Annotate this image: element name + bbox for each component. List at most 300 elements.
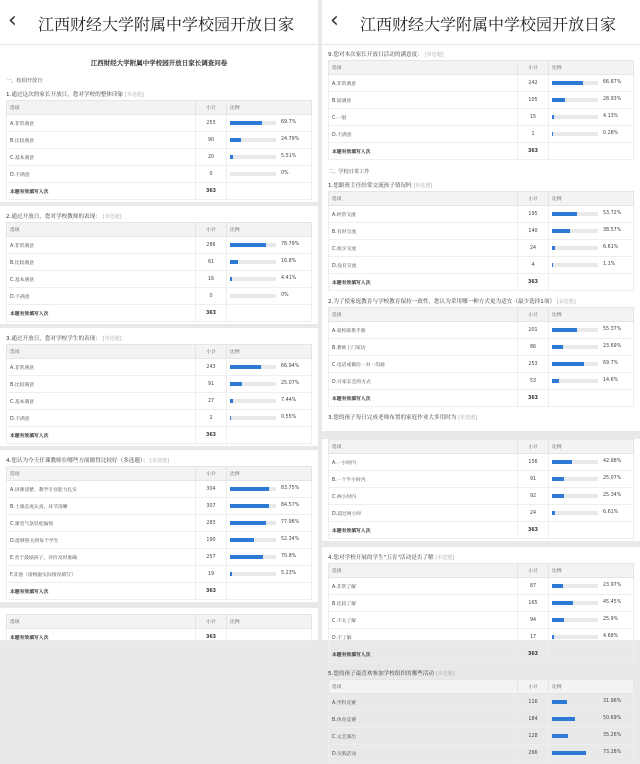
option-count: 2 <box>196 410 227 427</box>
question-type: [单选题] <box>425 52 444 58</box>
table-row <box>329 711 634 728</box>
option-count: 253 <box>196 115 227 132</box>
option-label: C.两小时内 <box>329 488 518 505</box>
ratio-percent: 0.55% <box>281 415 296 420</box>
option-ratio <box>549 454 634 471</box>
question-2-block <box>328 297 634 407</box>
ratio-percent: 5.23% <box>281 571 296 576</box>
ratio-bar-fill <box>552 328 577 332</box>
table-row <box>329 356 634 373</box>
ratio-bar <box>552 81 598 85</box>
option-count: 92 <box>518 488 549 505</box>
ratio-bar-fill <box>552 584 563 588</box>
table-row <box>7 376 312 393</box>
col-header-option: 选项 <box>329 564 518 578</box>
ratio-bar-fill <box>552 460 572 464</box>
col-header-ratio: 比例 <box>227 345 312 359</box>
option-count: 91 <box>518 471 549 488</box>
col-header-count: 小计 <box>518 308 549 322</box>
ratio-bar <box>552 345 598 349</box>
table-row <box>329 322 634 339</box>
col-header-count: 小计 <box>196 345 227 359</box>
col-header-ratio: 比例 <box>549 680 634 694</box>
option-label: B.比较满意 <box>7 254 196 271</box>
question-title: 4.您对学校开展的学生"五育"活动是否了解 [单选题] <box>328 553 634 561</box>
option-count: 4 <box>518 257 549 274</box>
col-header-option: 选项 <box>329 680 518 694</box>
divider <box>322 431 640 439</box>
option-ratio <box>549 728 634 745</box>
total-ratio <box>549 522 634 539</box>
col-header-option: 选项 <box>329 440 518 454</box>
option-label: F.其他（请根据实际情况填写） <box>7 566 196 583</box>
ratio-bar-fill <box>230 243 266 247</box>
col-header-count: 小计 <box>518 61 549 75</box>
table-row <box>329 206 634 223</box>
option-count: 286 <box>196 237 227 254</box>
option-ratio <box>549 322 634 339</box>
question-1-block <box>328 181 634 291</box>
option-count: 116 <box>518 694 549 711</box>
ratio-bar <box>230 365 276 369</box>
col-header-option: 选项 <box>7 467 196 481</box>
right-header <box>322 0 640 45</box>
ratio-bar-fill <box>552 345 563 349</box>
col-header-option: 选项 <box>329 308 518 322</box>
table-row <box>7 166 312 183</box>
divider <box>0 602 318 608</box>
option-count: 0 <box>196 288 227 305</box>
total-count: 363 <box>196 305 227 322</box>
col-header-count: 小计 <box>196 223 227 237</box>
option-count: 304 <box>196 481 227 498</box>
option-count: 61 <box>196 254 227 271</box>
option-count: 94 <box>518 612 549 629</box>
option-label: D.不满意 <box>7 166 196 183</box>
ratio-percent: 38.57% <box>603 228 621 233</box>
ratio-bar <box>552 362 598 366</box>
ratio-bar-fill <box>230 382 242 386</box>
option-ratio <box>549 612 634 629</box>
question-title: 2.为了使家庭教育与学校教育保持一致性，您认为采用哪一种方式更为适宜（最少选择1项） [多选题] <box>328 297 634 305</box>
ratio-percent: 69.7% <box>603 361 618 366</box>
total-label: 本题有效填写人次 <box>329 274 518 291</box>
option-ratio <box>549 505 634 522</box>
option-count: 165 <box>518 595 549 612</box>
ratio-bar-fill <box>552 229 570 233</box>
ratio-percent: 23.69% <box>603 344 621 349</box>
survey-title: 江西财经大学附属中学校园开放日家长调查问卷 <box>6 58 312 67</box>
ratio-bar-fill <box>552 115 554 119</box>
ratio-bar-fill <box>230 399 233 403</box>
total-count: 363 <box>196 183 227 200</box>
ratio-bar-fill <box>230 277 232 281</box>
option-label: C.电话或微信一对一沟通 <box>329 356 518 373</box>
option-ratio <box>549 578 634 595</box>
option-ratio <box>227 532 312 549</box>
right-content <box>328 44 634 764</box>
col-header-option: 选项 <box>7 615 196 629</box>
col-header-count: 小计 <box>518 680 549 694</box>
option-ratio <box>549 629 634 646</box>
ratio-percent: 69.7% <box>281 120 296 125</box>
ratio-percent: 25.07% <box>281 381 299 386</box>
option-label: D.能够照关到每个学生 <box>7 532 196 549</box>
total-count: 363 <box>518 274 549 291</box>
ratio-bar <box>552 717 598 721</box>
table-row <box>329 629 634 646</box>
option-ratio <box>549 223 634 240</box>
ratio-bar <box>230 155 276 159</box>
table-row <box>329 578 634 595</box>
ratio-bar <box>552 601 598 605</box>
ratio-bar-fill <box>230 521 266 525</box>
divider <box>0 202 318 206</box>
option-count: 87 <box>518 578 549 595</box>
option-ratio <box>227 288 312 305</box>
question-type: [多选题] <box>150 458 169 464</box>
question-9-block <box>328 50 634 160</box>
total-count: 363 <box>196 427 227 444</box>
table-row <box>329 454 634 471</box>
ratio-percent: 14.6% <box>603 378 618 383</box>
question-type: [多选题] <box>557 299 576 305</box>
ratio-percent: 84.57% <box>281 503 299 508</box>
ratio-bar <box>552 229 598 233</box>
col-header-count: 小计 <box>518 564 549 578</box>
ratio-percent: 25.07% <box>603 476 621 481</box>
ratio-percent: 16.8% <box>281 259 296 264</box>
ratio-percent: 4.68% <box>603 634 618 639</box>
section-heading: 二、学校日常工作 <box>328 168 634 175</box>
table-row <box>7 549 312 566</box>
ratio-bar <box>230 277 276 281</box>
option-label: B.较满意 <box>329 92 518 109</box>
option-label: E.善于鼓励孩子，评价及时准确 <box>7 549 196 566</box>
divider <box>0 446 318 450</box>
ratio-percent: 66.94% <box>281 364 299 369</box>
total-row <box>329 522 634 539</box>
option-ratio <box>227 376 312 393</box>
ratio-bar <box>230 243 276 247</box>
ratio-bar <box>552 379 598 383</box>
question-type: [多选题] <box>436 671 455 677</box>
back-arrow-icon[interactable]: ‹ <box>330 10 339 32</box>
question-title: 2.通过开放日，您对学校教师的表现： [单选题] <box>6 212 312 220</box>
table-row <box>329 745 634 762</box>
option-label: A.学科竞赛 <box>329 694 518 711</box>
ratio-bar <box>552 328 598 332</box>
option-label: A.非常满意 <box>7 115 196 132</box>
total-count: 363 <box>196 583 227 600</box>
ratio-percent: 6.61% <box>603 245 618 250</box>
option-ratio <box>227 254 312 271</box>
option-label: C.基本满意 <box>7 149 196 166</box>
result-table <box>6 100 312 200</box>
ratio-percent: 73.28% <box>603 750 621 755</box>
option-label: A.讲课清楚、教学专业能力扎实 <box>7 481 196 498</box>
table-row <box>7 132 312 149</box>
table-row <box>329 694 634 711</box>
ratio-bar <box>552 618 598 622</box>
total-count: 363 <box>518 522 549 539</box>
option-label: C.基本满意 <box>7 271 196 288</box>
col-header-option: 选项 <box>329 192 518 206</box>
option-ratio <box>549 75 634 92</box>
ratio-bar-fill <box>552 246 555 250</box>
table-row <box>7 115 312 132</box>
ratio-bar-fill <box>552 477 564 481</box>
total-label: 本题有效填写人次 <box>329 646 518 663</box>
option-ratio <box>227 166 312 183</box>
option-label: D.不了解 <box>329 629 518 646</box>
col-header-count: 小计 <box>518 192 549 206</box>
table-row <box>329 471 634 488</box>
option-count: 201 <box>518 322 549 339</box>
option-ratio <box>227 359 312 376</box>
question-type: [单选题] <box>125 92 144 98</box>
col-header-count: 小计 <box>196 615 227 629</box>
question-title: 1.您跟班主任经常交流孩子情况吗 [单选题] <box>328 181 634 189</box>
option-label: D.开家长会的方式 <box>329 373 518 390</box>
option-ratio <box>549 126 634 143</box>
total-label: 本题有效填写人次 <box>7 305 196 322</box>
ratio-bar <box>552 98 598 102</box>
option-label: B.上课态度认真、环节清晰 <box>7 498 196 515</box>
left-header <box>0 0 318 45</box>
option-ratio <box>549 356 634 373</box>
ratio-percent: 4.13% <box>603 114 618 119</box>
option-ratio <box>227 566 312 583</box>
ratio-percent: 66.67% <box>603 80 621 85</box>
question-title: 1.通过这次的家长开放日，您对学校的整体印象 [单选题] <box>6 90 312 98</box>
option-ratio <box>549 488 634 505</box>
total-ratio <box>549 646 634 663</box>
result-table <box>6 222 312 322</box>
total-row <box>7 183 312 200</box>
question-type: [单选题] <box>103 214 122 220</box>
ratio-bar <box>552 700 598 704</box>
option-ratio <box>227 393 312 410</box>
table-row <box>7 566 312 583</box>
option-ratio <box>549 257 634 274</box>
total-ratio <box>227 305 312 322</box>
option-ratio <box>227 237 312 254</box>
total-ratio <box>227 583 312 600</box>
left-header-title: 江西财经大学附属中学校园开放日家 <box>38 12 294 35</box>
ratio-percent: 0% <box>281 171 289 176</box>
question-4-block <box>328 553 634 663</box>
option-count: 243 <box>196 359 227 376</box>
option-ratio <box>227 481 312 498</box>
total-row <box>329 143 634 160</box>
total-label: 本题有效填写人次 <box>7 629 196 646</box>
ratio-bar <box>230 521 276 525</box>
total-count: 363 <box>518 143 549 160</box>
option-count: 253 <box>518 356 549 373</box>
ratio-percent: 0.28% <box>603 131 618 136</box>
option-count: 266 <box>518 745 549 762</box>
ratio-percent: 6.61% <box>603 510 618 515</box>
ratio-bar <box>552 477 598 481</box>
result-table <box>328 679 634 762</box>
option-label: B.一个半小时内 <box>329 471 518 488</box>
col-header-count: 小计 <box>196 467 227 481</box>
ratio-bar <box>230 138 276 142</box>
option-label: B.教师上门家访 <box>329 339 518 356</box>
total-row <box>7 583 312 600</box>
option-label: C.不太了解 <box>329 612 518 629</box>
option-count: 27 <box>196 393 227 410</box>
total-ratio <box>549 274 634 291</box>
ratio-percent: 53.72% <box>603 211 621 216</box>
question-type: [单选题] <box>458 415 477 421</box>
col-header-ratio: 比例 <box>549 564 634 578</box>
option-ratio <box>549 206 634 223</box>
ratio-percent: 7.44% <box>281 398 296 403</box>
col-header-option: 选项 <box>7 345 196 359</box>
option-ratio <box>549 471 634 488</box>
question-title: 5.您的孩子最喜欢参加学校组织的哪些活动 [多选题] <box>328 669 634 677</box>
ratio-bar <box>230 416 276 420</box>
option-count: 90 <box>196 132 227 149</box>
question-title: 4.您认为今天任课教师在哪些方面做得比较好（多选题）： [多选题] <box>6 456 312 464</box>
table-row <box>329 92 634 109</box>
option-ratio <box>227 132 312 149</box>
ratio-bar-fill <box>552 717 575 721</box>
back-arrow-icon[interactable]: ‹ <box>8 10 17 32</box>
option-ratio <box>227 410 312 427</box>
table-row <box>329 612 634 629</box>
option-label: D.不满意 <box>329 126 518 143</box>
question-title: 9.您对本次家长开放日活动的满意度： [单选题] <box>328 50 634 58</box>
option-count: 24 <box>518 240 549 257</box>
ratio-percent: 55.37% <box>603 327 621 332</box>
ratio-bar <box>230 572 276 576</box>
option-label: A.非常满意 <box>329 75 518 92</box>
table-row <box>7 515 312 532</box>
option-label: A.非常满意 <box>7 237 196 254</box>
ratio-percent: 45.45% <box>603 600 621 605</box>
total-row <box>329 274 634 291</box>
col-header-ratio: 比例 <box>227 223 312 237</box>
col-header-ratio: 比例 <box>549 440 634 454</box>
ratio-bar <box>230 172 276 176</box>
option-ratio <box>549 595 634 612</box>
total-count: 363 <box>518 390 549 407</box>
total-row <box>329 390 634 407</box>
result-table <box>6 466 312 600</box>
ratio-bar-fill <box>230 555 263 559</box>
ratio-percent: 31.96% <box>603 699 621 704</box>
ratio-bar-fill <box>552 601 573 605</box>
ratio-bar-fill <box>552 379 559 383</box>
total-label: 本题有效填写人次 <box>329 390 518 407</box>
option-label: D.不满意 <box>7 288 196 305</box>
result-table <box>328 307 634 407</box>
ratio-bar-fill <box>230 504 269 508</box>
ratio-percent: 78.79% <box>281 242 299 247</box>
total-label: 本题有效填写人次 <box>329 522 518 539</box>
ratio-percent: 70.8% <box>281 554 296 559</box>
result-table <box>328 60 634 160</box>
total-label: 本题有效填写人次 <box>329 143 518 160</box>
table-row <box>329 240 634 257</box>
ratio-bar-fill <box>552 751 586 755</box>
option-label: C.一般 <box>329 109 518 126</box>
ratio-bar <box>230 121 276 125</box>
option-ratio <box>549 240 634 257</box>
total-ratio <box>549 143 634 160</box>
col-header-ratio: 比例 <box>549 61 634 75</box>
ratio-bar <box>552 494 598 498</box>
ratio-bar-fill <box>230 138 241 142</box>
option-label: B.体育竞赛 <box>329 711 518 728</box>
ratio-bar <box>552 263 598 267</box>
option-label: D.不满意 <box>7 410 196 427</box>
total-ratio <box>227 427 312 444</box>
table-row <box>329 75 634 92</box>
option-ratio <box>549 109 634 126</box>
ratio-bar <box>552 246 598 250</box>
ratio-percent: 52.34% <box>281 537 299 542</box>
option-count: 86 <box>518 339 549 356</box>
ratio-percent: 5.51% <box>281 154 296 159</box>
option-label: D.没有交流 <box>329 257 518 274</box>
ratio-percent: 1.1% <box>603 262 615 267</box>
table-row <box>7 410 312 427</box>
ratio-bar-fill <box>230 572 232 576</box>
option-count: 307 <box>196 498 227 515</box>
table-row <box>7 237 312 254</box>
ratio-bar-fill <box>552 635 554 639</box>
option-label: A.经常交流 <box>329 206 518 223</box>
table-row <box>7 498 312 515</box>
question-type: [单选题] <box>103 336 122 342</box>
table-row <box>7 149 312 166</box>
option-count: 195 <box>518 206 549 223</box>
option-count: 242 <box>518 75 549 92</box>
ratio-bar <box>230 487 276 491</box>
ratio-bar-fill <box>552 618 564 622</box>
col-header-option: 选项 <box>7 223 196 237</box>
ratio-bar <box>552 635 598 639</box>
table-row <box>329 505 634 522</box>
option-label: D.超过两小时 <box>329 505 518 522</box>
total-count: 363 <box>518 646 549 663</box>
ratio-bar <box>552 734 598 738</box>
option-label: A.非常满意 <box>7 359 196 376</box>
option-label: C.文艺演出 <box>329 728 518 745</box>
table-row <box>329 257 634 274</box>
option-count: 184 <box>518 711 549 728</box>
option-count: 190 <box>196 532 227 549</box>
ratio-bar-fill <box>552 511 555 515</box>
option-label: A.家校联系手册 <box>329 322 518 339</box>
table-row <box>329 373 634 390</box>
ratio-bar <box>552 751 598 755</box>
ratio-bar-fill <box>230 121 262 125</box>
col-header-option: 选项 <box>7 101 196 115</box>
result-table <box>6 344 312 444</box>
bottom-table <box>6 614 312 646</box>
left-question-list <box>6 90 312 600</box>
option-ratio <box>549 339 634 356</box>
ratio-percent: 0% <box>281 293 289 298</box>
col-header-ratio: 比例 <box>549 192 634 206</box>
total-ratio <box>227 183 312 200</box>
col-header-ratio: 比例 <box>227 467 312 481</box>
